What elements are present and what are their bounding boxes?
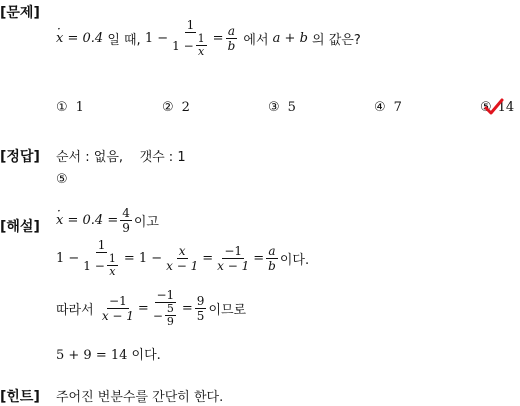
problem-tail: 에서 xyxy=(243,32,269,48)
problem-main-fraction xyxy=(170,18,211,58)
solution-l2-inner-fraction xyxy=(107,253,118,278)
choice-5-mark: ⑤ xyxy=(480,100,492,115)
solution-l2-inner-den: x xyxy=(109,265,116,278)
solution-l3-f1-den: x − 1 xyxy=(101,308,134,323)
problem-inner-den: x xyxy=(198,45,205,58)
choice-1-value: 1 xyxy=(75,100,84,115)
solution-l3-f1-num: −1 xyxy=(109,293,127,308)
solution-l2-fraction-4 xyxy=(266,244,278,273)
problem-when: 일 때, xyxy=(107,32,141,48)
solution-line-2 xyxy=(56,238,309,278)
solution-l3-fraction-1 xyxy=(100,294,136,323)
problem-inner-fraction xyxy=(196,33,207,58)
solution-l2-fraction-3 xyxy=(215,244,251,273)
solution-l3-eq1: = xyxy=(137,300,149,316)
solution-l2-eq1: = 1 − xyxy=(123,250,163,266)
choice-5-value: 14 xyxy=(497,100,515,115)
solution-l3-inner-fraction xyxy=(165,303,176,328)
problem-question: 의 값은? xyxy=(312,32,361,48)
choice-2[interactable] xyxy=(162,100,190,115)
choice-4-value: 7 xyxy=(393,100,402,115)
solution-l1-eq: = xyxy=(107,213,119,228)
solution-l3-fraction-2 xyxy=(151,288,180,328)
solution-l3-f3-num: 9 xyxy=(196,293,205,308)
solution-l2-inner-num: 1 xyxy=(108,252,116,265)
problem-main-num: 1 xyxy=(186,18,195,32)
solution-l1-fraction xyxy=(120,206,132,235)
solution-l2-f2-den: x − 1 xyxy=(166,258,199,273)
solution-l3-f3-den: 5 xyxy=(196,308,205,323)
solution-l3-f2-den xyxy=(151,303,180,328)
solution-line-1 xyxy=(56,206,159,235)
solution-l2-fraction-1 xyxy=(81,238,122,278)
problem-inner-one-minus: 1 − xyxy=(172,38,194,53)
answer-meta xyxy=(56,146,186,165)
problem-label: [문제] xyxy=(0,5,40,21)
solution-l2-den xyxy=(81,253,122,278)
solution-l2-one-minus: 1 − xyxy=(56,250,80,266)
solution-l3-fraction-3 xyxy=(195,294,207,323)
hint-text: 주어진 번분수를 간단히 한다. xyxy=(56,390,224,405)
problem-rhs-num: a xyxy=(227,23,235,38)
solution-l2-eq3: = xyxy=(253,250,265,266)
problem-rhs-den: b xyxy=(227,38,236,53)
solution-l2-f4-den: b xyxy=(268,258,276,273)
problem-eq: = xyxy=(212,30,224,46)
choice-1[interactable] xyxy=(56,100,84,115)
solution-l2-fraction-2 xyxy=(164,244,200,273)
checkmark-icon xyxy=(484,98,504,116)
choice-3-value: 5 xyxy=(287,100,296,115)
solution-l3-f2-num: −1 xyxy=(156,288,175,302)
answer-count-value: 1 xyxy=(177,150,186,165)
solution-l2-f2-num: x xyxy=(178,243,186,258)
hint-label: [힌트] xyxy=(0,389,40,405)
choice-1-mark: ① xyxy=(56,100,68,115)
solution-line-4: 5 + 9 = 14 이다. xyxy=(56,348,161,363)
answer-order-label: 순서 : xyxy=(56,150,90,165)
problem-sum: a + b xyxy=(272,30,308,46)
solution-l2-f3-den: x − 1 xyxy=(217,258,250,273)
solution-l3-inner-den: 9 xyxy=(166,315,174,328)
choice-2-mark: ② xyxy=(162,100,174,115)
answer-selected: ⑤ xyxy=(56,172,68,187)
solution-x-eq: x = 0.4 · xyxy=(56,213,103,228)
solution-l3-inner-num: 5 xyxy=(166,302,174,315)
problem-one-minus: 1 − xyxy=(144,30,169,46)
solution-l3-lead: 따라서 xyxy=(56,302,94,318)
solution-label: [해설] xyxy=(0,219,40,235)
solution-l3-f2-den-neg: − xyxy=(152,308,163,323)
solution-l1-num: 4 xyxy=(122,206,130,220)
choice-2-value: 2 xyxy=(181,100,190,115)
solution-l1-den: 9 xyxy=(122,221,130,235)
problem-statement xyxy=(56,18,361,58)
choice-3[interactable] xyxy=(268,100,296,115)
answer-label: [정답] xyxy=(0,149,40,165)
solution-l3-tail: 이므로 xyxy=(208,302,247,318)
solution-line-3 xyxy=(56,288,246,328)
answer-count-label: 갯수 : xyxy=(139,150,174,165)
solution-l2-f4-num: a xyxy=(268,243,276,258)
problem-inner-num: 1 xyxy=(197,32,205,45)
solution-l2-inner: 1 − xyxy=(83,258,105,273)
solution-l2-eq2: = xyxy=(202,250,214,266)
solution-l2-f3-num: −1 xyxy=(224,243,243,258)
solution-l2-tail: 이다. xyxy=(279,252,310,268)
choice-4-mark: ④ xyxy=(374,100,386,115)
problem-x-eq: x = 0.4 · xyxy=(56,31,103,46)
problem-rhs-fraction xyxy=(226,24,238,53)
solution-l1-tail: 이고 xyxy=(133,215,159,230)
solution-l2-num: 1 xyxy=(97,238,106,252)
answer-order-value: 없음, xyxy=(93,150,124,165)
problem-main-den xyxy=(170,33,211,58)
choice-4[interactable] xyxy=(374,100,402,115)
choice-3-mark: ③ xyxy=(268,100,280,115)
solution-l3-eq2: = xyxy=(181,300,193,316)
